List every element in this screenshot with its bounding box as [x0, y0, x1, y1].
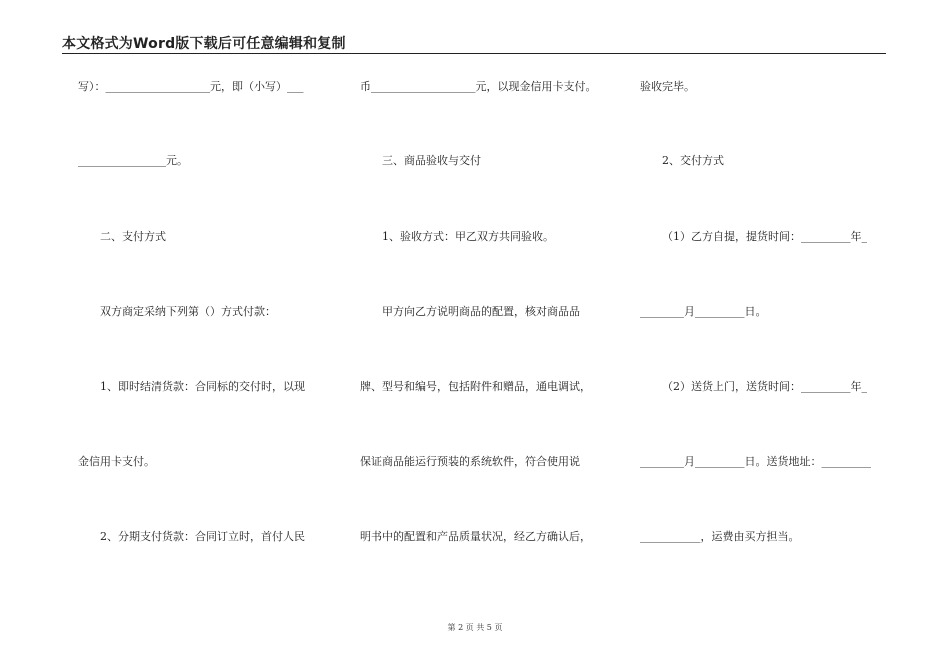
section-heading: 三、商品验收与交付	[382, 154, 481, 167]
text-line: 1、验收方式：甲乙双方共同验收。	[382, 230, 554, 243]
text-line: 写）：___________________元，即（小写）___	[78, 80, 304, 93]
text-line: ________________元。	[78, 154, 188, 167]
text-line: 币___________________元，以现金信用卡支付。	[360, 80, 597, 93]
text-line: 保证商品能运行预装的系统软件，符合使用说	[360, 455, 580, 468]
text-line: ________月_________日。	[640, 305, 767, 318]
section-heading: 2、交付方式	[662, 154, 724, 167]
text-line: 验收完毕。	[640, 80, 695, 93]
text-line: 明书中的配置和产品质量状况，经乙方确认后，	[360, 530, 591, 543]
section-heading: 二、支付方式	[100, 230, 166, 243]
text-line: 牌、型号和编号，包括附件和赠品，通电调试，	[360, 380, 591, 393]
text-line: 1、即时结清货款：合同标的交付时，以现	[100, 380, 305, 393]
page-number: 第 2 页 共 5 页	[447, 623, 503, 632]
text-line: 2、分期支付货款：合同订立时，首付人民	[100, 530, 305, 543]
text-line: ___________，运费由买方担当。	[640, 530, 800, 543]
text-line: 甲方向乙方说明商品的配置，核对商品品	[382, 305, 580, 318]
header-title: 本文格式为Word版下载后可任意编辑和复制	[62, 36, 346, 52]
text-line: （2）送货上门，送货时间：_________年_	[662, 380, 867, 393]
text-line: 双方商定采纳下列第（）方式付款：	[100, 305, 276, 318]
text-line: ________月_________日。送货地址：_________	[640, 455, 871, 468]
text-line: 金信用卡支付。	[78, 455, 155, 468]
text-line: （1）乙方自提，提货时间：_________年_	[662, 230, 867, 243]
document-header	[62, 33, 886, 54]
